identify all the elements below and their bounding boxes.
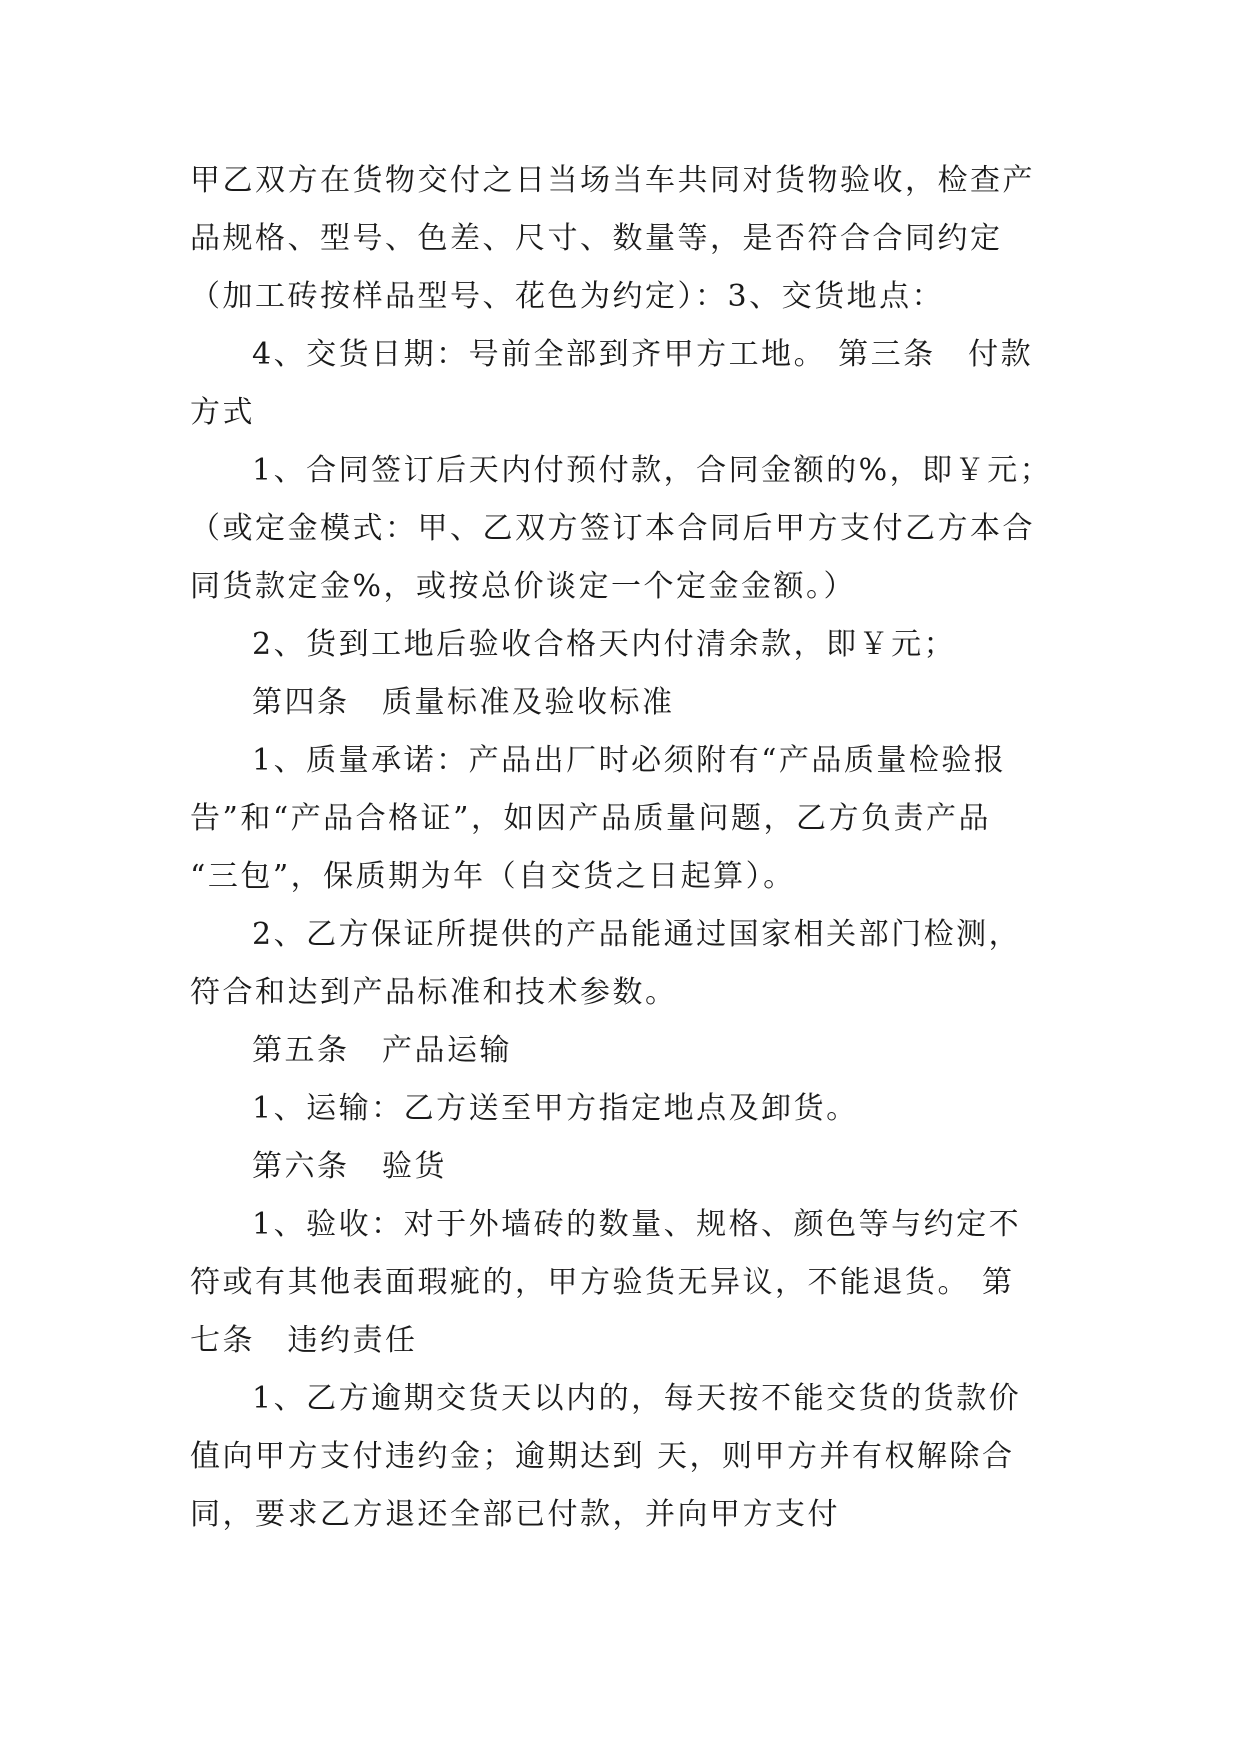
text-line: 符或有其他表面瑕疵的，甲方验货无异议，不能退货。 第 <box>190 1265 1015 1300</box>
text-line: 4、交货日期：号前全部到齐甲方工地。 第三条 付款 <box>252 337 1034 372</box>
text-line: 同，要求乙方退还全部已付款，并向甲方支付 <box>190 1497 840 1532</box>
section-heading: 第四条 质量标准及验收标准 <box>252 685 675 720</box>
text-line: 方式 <box>190 395 255 430</box>
text-line: 1、验收：对于外墙砖的数量、规格、颜色等与约定不 <box>252 1207 1022 1242</box>
text-line: 品规格、型号、色差、尺寸、数量等，是否符合合同约定 <box>190 221 1003 256</box>
text-line: 1、运输：乙方送至甲方指定地点及卸货。 <box>252 1091 859 1126</box>
text-line: 符合和达到产品标准和技术参数。 <box>190 975 678 1010</box>
text-line: 甲乙双方在货物交付之日当场当车共同对货物验收，检查产 <box>190 163 1035 198</box>
text-line: 同货款定金%，或按总价谈定一个定金金额。） <box>190 569 857 604</box>
text-line: （或定金模式：甲、乙双方签订本合同后甲方支付乙方本合 <box>190 511 1035 546</box>
document-page <box>190 152 1053 1544</box>
text-line: 2、乙方保证所提供的产品能通过国家相关部门检测， <box>252 917 1022 952</box>
text-line: 告”和“产品合格证”，如因产品质量问题，乙方负责产品 <box>190 801 992 836</box>
text-line: 七条 违约责任 <box>190 1323 418 1358</box>
text-line: 1、合同签订后天内付预付款，合同金额的%，即￥元； <box>252 453 1053 488</box>
text-line: （加工砖按样品型号、花色为约定）：3、交货地点： <box>190 279 945 314</box>
section-heading: 第五条 产品运输 <box>252 1033 512 1068</box>
section-heading: 第六条 验货 <box>252 1149 447 1184</box>
text-line: 1、质量承诺：产品出厂时必须附有“产品质量检验报 <box>252 743 1007 778</box>
text-line: 1、乙方逾期交货天以内的，每天按不能交货的货款价 <box>252 1381 1022 1416</box>
text-line: 值向甲方支付违约金；逾期达到 天，则甲方并有权解除合 <box>190 1439 1015 1474</box>
text-line: 2、货到工地后验收合格天内付清余款，即￥元； <box>252 627 957 662</box>
text-line: “三包”，保质期为年（自交货之日起算）。 <box>190 859 796 894</box>
